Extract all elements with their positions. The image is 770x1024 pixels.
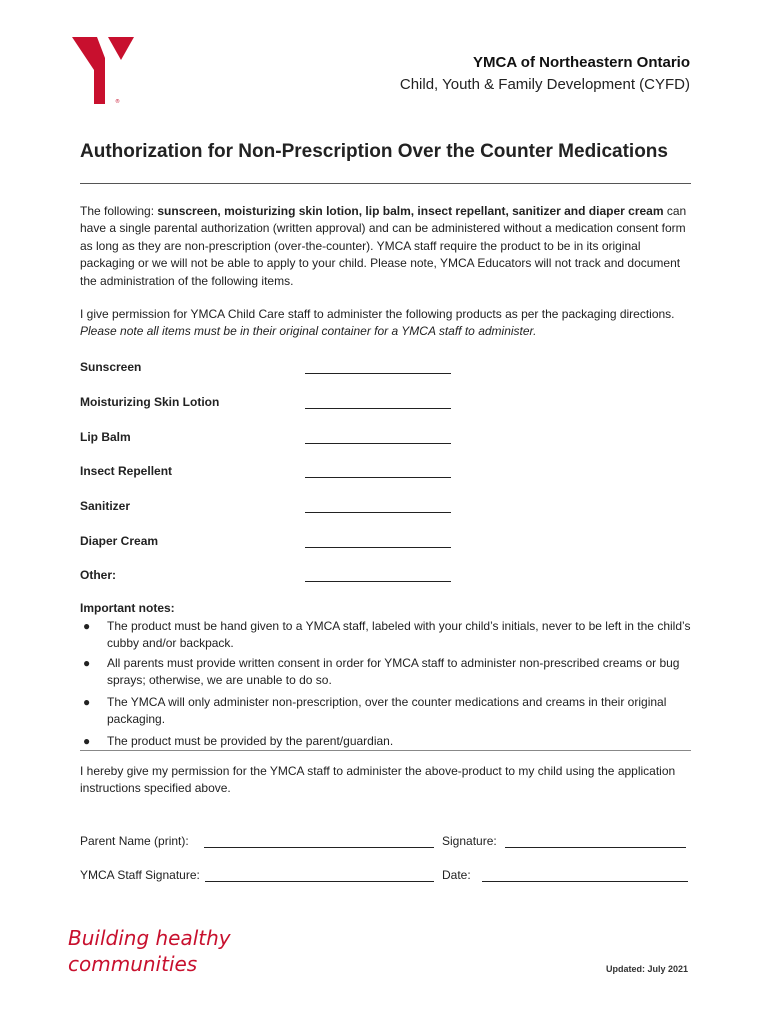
product-field-sunscreen[interactable]	[305, 373, 451, 374]
parent-name-label: Parent Name (print):	[80, 834, 189, 848]
intro-products: sunscreen, moisturizing skin lotion, lip balm, insect repellant, sanitizer and diaper cream	[157, 204, 664, 218]
tagline-line1: Building healthy	[68, 926, 231, 950]
product-field-sanitizer[interactable]	[305, 512, 451, 513]
logo-triangle	[108, 37, 134, 60]
logo-y-left-arm	[72, 37, 105, 104]
permission-text: I give permission for YMCA Child Care staff to administer the following products as per the packaging directions.	[80, 307, 675, 321]
permission-note: Please note all items must be in their original container for a YMCA staff to administer.	[80, 324, 537, 339]
notes-heading: Important notes:	[80, 601, 175, 615]
product-field-other[interactable]	[305, 581, 451, 582]
note-item	[80, 655, 695, 690]
product-field-diaper-cream[interactable]	[305, 547, 451, 548]
note-text: The product must be provided by the parent/guardian.	[107, 734, 394, 748]
intro-rest: can have a single parental authorization (written approval) and can be administered without a medication consent form as long as they are non-prescription (over-the-counter). YMCA staff require the product to be in its original packaging or we will not be able to apply to your child. Please note, YMCA Educators will not track and document the administration of the following items.	[80, 204, 687, 288]
product-field-lip-balm[interactable]	[305, 443, 451, 444]
product-label-diaper-cream: Diaper Cream	[80, 534, 159, 548]
note-item	[80, 618, 695, 653]
signature-field[interactable]	[505, 847, 686, 848]
note-text: The product must be hand given to a YMCA staff, labeled with your child’s initials, never to be left in the child’s cubby and/or backpack.	[107, 619, 691, 651]
note-text: All parents must provide written consent in order for YMCA staff to administer non-prescribed creams or bug sprays; otherwise, we are unable to do so.	[107, 656, 680, 688]
department-name: Child, Youth & Family Development (CYFD)	[399, 76, 690, 93]
parent-name-field[interactable]	[204, 847, 434, 848]
form-title: Authorization for Non-Prescription Over the Counter Medications	[80, 141, 668, 162]
product-field-insect-repellent[interactable]	[305, 477, 451, 478]
tagline-logo	[68, 924, 248, 978]
notes-divider	[80, 750, 691, 751]
product-label-insect-repellent: Insect Repellent	[80, 464, 173, 478]
intro-lead: The following:	[80, 204, 158, 218]
permission-paragraph	[80, 306, 695, 341]
note-item	[80, 733, 695, 750]
intro-paragraph	[80, 203, 695, 290]
title-divider	[80, 183, 691, 184]
product-label-skin-lotion: Moisturizing Skin Lotion	[80, 395, 220, 409]
bullet-icon: ●	[83, 695, 91, 709]
org-name: YMCA of Northeastern Ontario	[473, 54, 690, 71]
product-label-sanitizer: Sanitizer	[80, 499, 131, 513]
logo-registered-mark: ®	[115, 99, 120, 105]
bullet-icon: ●	[83, 656, 91, 670]
tagline-line2: communities	[68, 952, 198, 976]
consent-paragraph: I hereby give my permission for the YMCA staff to administer the above-product to my child using the application instructions specified above.	[80, 764, 676, 796]
staff-signature-field[interactable]	[205, 881, 434, 882]
staff-signature-label: YMCA Staff Signature:	[80, 868, 200, 882]
note-text: The YMCA will only administer non-prescription, over the counter medications and creams in their original packaging.	[107, 695, 667, 727]
bullet-icon: ●	[83, 734, 91, 748]
date-label: Date:	[442, 868, 471, 882]
product-label-sunscreen: Sunscreen	[80, 360, 142, 374]
product-label-other: Other:	[80, 568, 116, 582]
product-label-lip-balm: Lip Balm	[80, 430, 131, 444]
ymca-logo	[70, 36, 136, 106]
signature-label: Signature:	[442, 834, 497, 848]
product-field-skin-lotion[interactable]	[305, 408, 451, 409]
note-item	[80, 694, 695, 729]
date-field[interactable]	[482, 881, 688, 882]
bullet-icon: ●	[83, 619, 91, 633]
updated-date: Updated: July 2021	[605, 964, 688, 974]
